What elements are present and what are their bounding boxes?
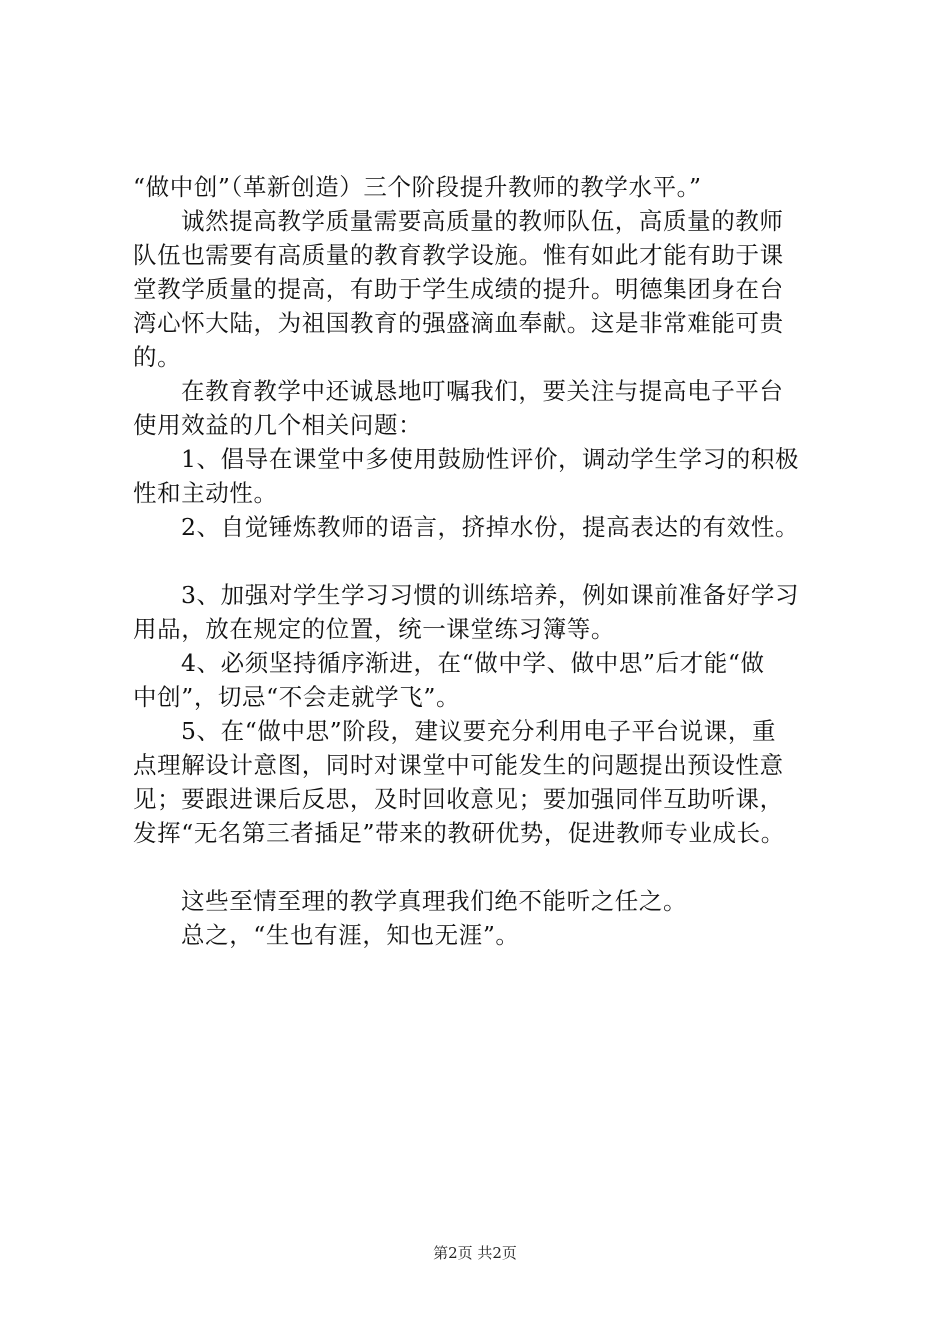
paragraph-line: 见；要跟进课后反思，及时回收意见；要加强同伴互助听课， (133, 785, 784, 813)
paragraph-line: 性和主动性。 (133, 479, 278, 507)
paragraph-line: 中创”，切忌“不会走就学飞”。 (133, 683, 461, 711)
paragraph-line: 1、倡导在课堂中多使用鼓励性评价，调动学生学习的积极 (181, 445, 800, 473)
paragraph-line: 4、必须坚持循序渐进，在“做中学、做中思”后才能“做 (181, 649, 765, 677)
paragraph-line: 点理解设计意图，同时对课堂中可能发生的问题提出预设性意 (133, 751, 784, 779)
paragraph-line: 堂教学质量的提高，有助于学生成绩的提升。明德集团身在台 (133, 275, 784, 303)
paragraph-line: 队伍也需要有高质量的教育教学设施。惟有如此才能有助于课 (133, 241, 784, 269)
paragraph-line: 诚然提高教学质量需要高质量的教师队伍，高质量的教师 (181, 207, 784, 235)
paragraph-line: 发挥“无名第三者插足”带来的教研优势，促进教师专业成长。 (133, 819, 785, 847)
paragraph-line: 用品，放在规定的位置，统一课堂练习簿等。 (133, 615, 615, 643)
paragraph-line: 的。 (133, 343, 182, 371)
paragraph-line: 使用效益的几个相关问题： (133, 411, 423, 439)
paragraph-line: 2、自觉锤炼教师的语言，挤掉水份，提高表达的有效性。 (181, 513, 800, 541)
paragraph-line: 3、加强对学生学习习惯的训练培养，例如课前准备好学习 (181, 581, 800, 609)
paragraph-line: 在教育教学中还诚恳地叮嘱我们，要关注与提高电子平台 (181, 377, 784, 405)
paragraph-line: 5、在“做中思”阶段，建议要充分利用电子平台说课，重 (181, 717, 777, 745)
paragraph-line: “做中创”（革新创造）三个阶段提升教师的教学水平。” (133, 173, 702, 201)
page-number-footer: 第2页 共2页 (433, 1244, 517, 1262)
paragraph-line: 这些至情至理的教学真理我们绝不能听之任之。 (181, 887, 688, 915)
paragraph-line: 湾心怀大陆，为祖国教育的强盛滴血奉献。这是非常难能可贵 (133, 309, 784, 337)
paragraph-line: 总之，“生也有涯，知也无涯”。 (181, 921, 520, 949)
